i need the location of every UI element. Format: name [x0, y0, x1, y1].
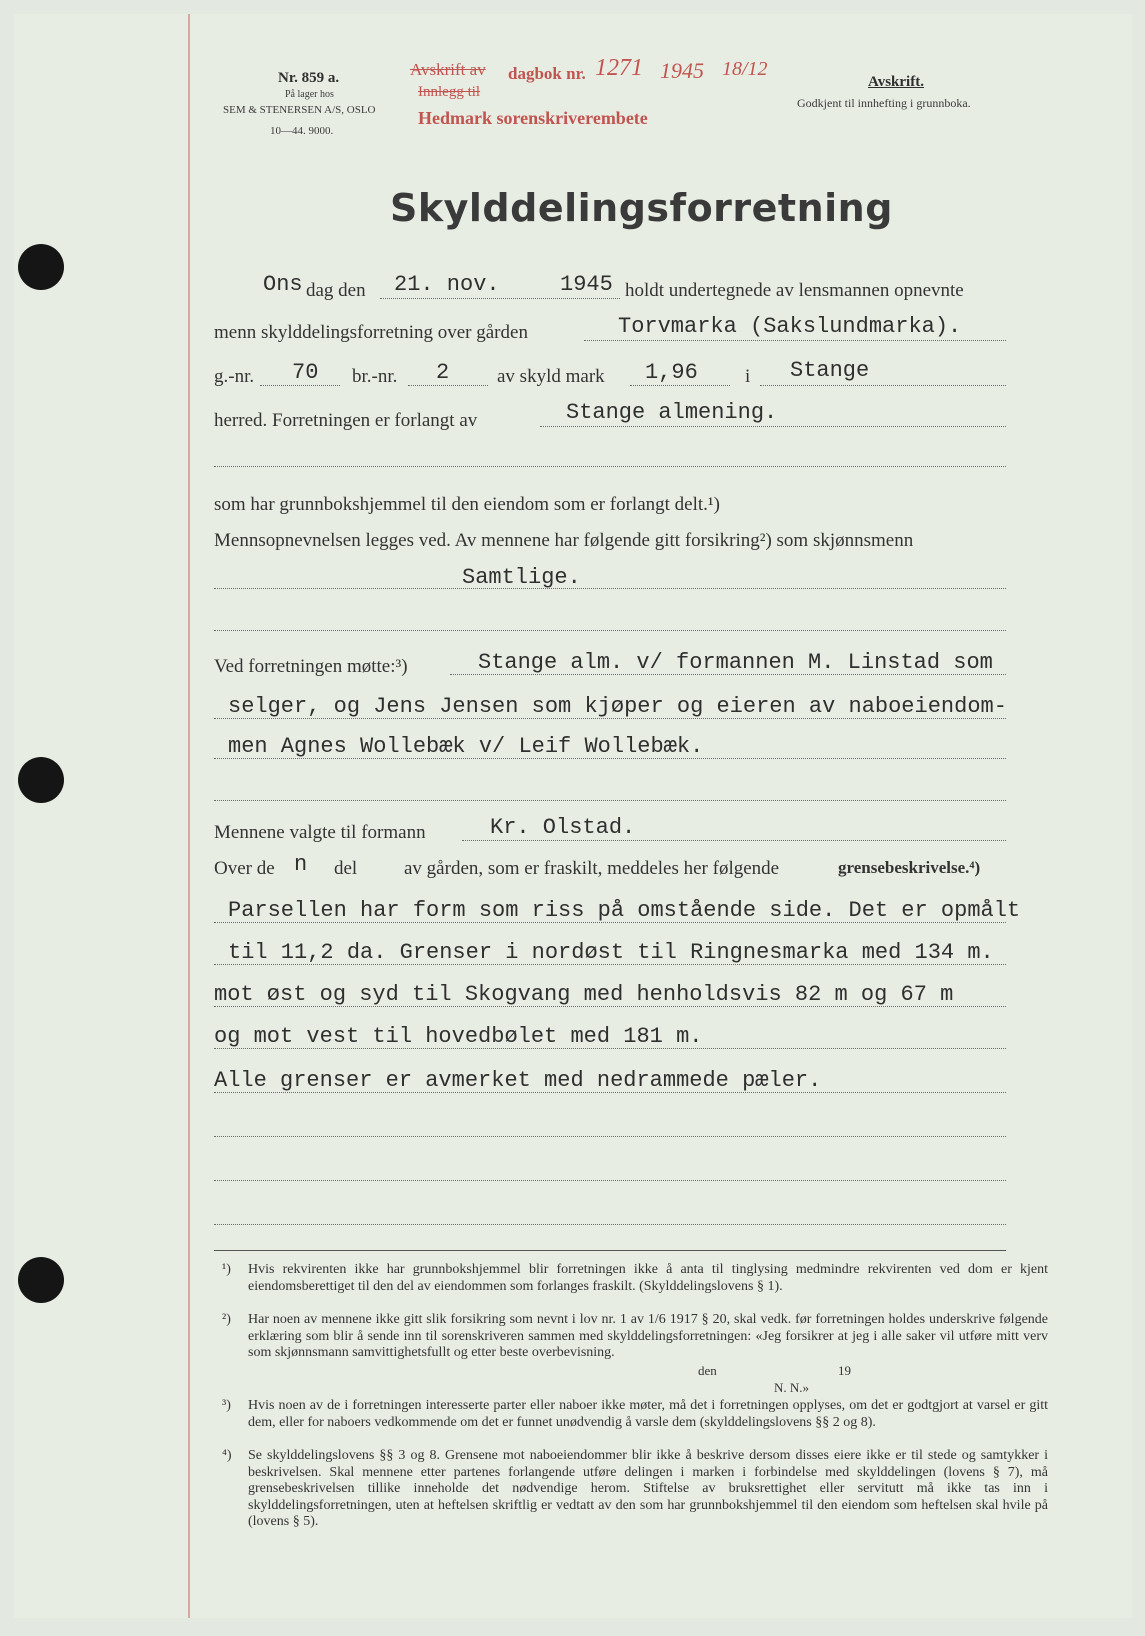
chairman: Kr. Olstad. — [490, 815, 636, 840]
boundary-line: mot øst og syd til Skogvang med henholdsvis 82 m og 67 m — [214, 982, 954, 1007]
footnote-rule — [214, 1250, 1006, 1251]
dotted-line — [214, 1006, 1006, 1007]
label-holdt: holdt undertegnede av lensmannen opnevnte — [625, 280, 964, 301]
dotted-line — [214, 1092, 1006, 1093]
requested-by: Stange almening. — [566, 400, 778, 425]
form-number: Nr. 859 a. — [278, 70, 340, 86]
dotted-line — [540, 426, 1006, 427]
label-mennsopnevnelsen: Mennsopnevnelsen legges ved. Av mennene har følgende gitt forsikring²) som skjønnsmenn — [214, 530, 914, 551]
label-i: i — [745, 366, 751, 387]
copy-note: Godkjent til innhefting i grunnboka. — [797, 96, 971, 110]
dotted-line — [408, 385, 488, 386]
dotted-line — [760, 385, 1006, 386]
sworn-men: Samtlige. — [462, 565, 581, 590]
year: 1945 — [560, 272, 613, 297]
stamp-year: 1945 — [660, 58, 704, 83]
municipality: Stange — [790, 358, 870, 383]
copy-label: Avskrift. — [868, 74, 924, 90]
date: 21. nov. — [394, 272, 500, 297]
dotted-line — [462, 840, 1006, 841]
stamp-avskrift: Avskrift av — [410, 60, 486, 79]
dotted-line — [214, 964, 1006, 965]
dotted-line — [584, 340, 1006, 341]
footnote-den: den — [698, 1363, 717, 1378]
stamp-innlegg: Innlegg til — [418, 84, 481, 100]
margin-rule — [188, 14, 190, 1618]
publisher-name: SEM & STENERSEN A/S, OSLO — [223, 104, 376, 116]
dotted-line — [214, 630, 1006, 631]
dotted-line — [214, 922, 1006, 923]
label-over-de: Over de — [214, 858, 275, 879]
attendee-line: Stange alm. v/ formannen M. Linstad som — [478, 650, 993, 675]
label-av-garden: av gården, som er fraskilt, meddeles her følgende — [404, 858, 780, 879]
dotted-line — [214, 800, 1006, 801]
brnr-value: 2 — [436, 360, 450, 385]
label-gnr: g.-nr. — [214, 366, 255, 387]
gnr-value: 70 — [292, 360, 319, 385]
farm-name: Torvmarka (Sakslundmarka). — [618, 314, 962, 339]
label-del: del — [334, 858, 358, 879]
footnote-year: 19 — [838, 1363, 851, 1378]
label-dag-den: dag den — [306, 280, 366, 301]
footnote-text: Hvis rekvirenten ikke har grunnbokshjemmel blir forretningen ikke å anta til tinglysing medmindre rekvirenten ved dom er kjent eiendomsberettiget til den del av eiendommen som forlanges fraskilt. (Skylddelingslovens § 1). — [248, 1262, 1048, 1294]
boundary-line: Parsellen har form som riss på omstående side. Det er opmålt — [228, 898, 1021, 923]
dotted-line — [260, 385, 340, 386]
footnote-mark: ³) — [222, 1398, 231, 1413]
dotted-line — [214, 758, 1006, 759]
dotted-line — [214, 466, 1006, 467]
dotted-line — [214, 588, 1006, 589]
footnote-signature: N. N.» — [774, 1380, 810, 1395]
footnote-text: Har noen av mennene ikke gitt slik forsikring som nevnt i lov nr. 1 av 1/6 1917 § 20, skal vedk. før forretningen holdes underskrive følgende erklæring som blir å sende inn til sorenskriveren sammen med skylddelingsforretningen: «Jeg forsikrer at jeg i alle saker vil utføre mitt verv som skjønnsmann samvittighetsfullt og etter beste overbevisning. — [248, 1312, 1048, 1360]
label-formann: Mennene valgte til formann — [214, 822, 426, 843]
dotted-line — [214, 1224, 1006, 1225]
boundary-line: Alle grenser er avmerket med nedrammede pæler. — [214, 1068, 822, 1093]
binder-hole — [18, 244, 64, 290]
stamp-date: 18/12 — [722, 58, 768, 80]
label-brnr: br.-nr. — [352, 366, 398, 387]
label-hjemmel: som har grunnbokshjemmel til den eiendom som er forlangt delt.¹) — [214, 494, 720, 515]
footnote-mark: ¹) — [222, 1262, 231, 1277]
footnote-mark: ⁴) — [222, 1448, 232, 1463]
binder-hole — [18, 757, 64, 803]
label-menn: menn skylddelingsforretning over gården — [214, 322, 528, 343]
boundary-line: og mot vest til hovedbølet med 181 m. — [214, 1024, 703, 1049]
dotted-line — [450, 674, 1006, 675]
dotted-line — [214, 718, 1006, 719]
stamp-journal-number: 1271 — [595, 55, 643, 81]
footnote-text: Se skylddelingslovens §§ 3 og 8. Grensene mot naboeiendommer blir ikke å beskrive dersom disses eiere ikke er til stede og samtykker i beskrivelsen. Skal mennene etter partenes forlangende utføre delingen i marken i forbindelse med skylddelingen (lovens § 7), må grensebeskrivelsen tillike inneholde det nødvendige herom. Stiftelse av bruksrettighet eller servitutt må ikke tas inn i skylddelingsforretningen, uten at heftelsen skriftlig er vedtatt av den som har grunnbokshjemmel til den eiendom som heftelsen skal hvile på (lovens § 5). — [248, 1448, 1048, 1529]
boundary-line: til 11,2 da. Grenser i nordøst til Ringnesmarka med 134 m. — [228, 940, 994, 965]
print-code: 10—44. 9000. — [270, 125, 334, 137]
fraction-value: n — [294, 852, 308, 877]
binder-hole — [18, 1257, 64, 1303]
dotted-line — [214, 1048, 1006, 1049]
dotted-line — [630, 385, 730, 386]
weekday: Ons — [263, 272, 303, 297]
stamp-dagbok: dagbok nr. — [508, 64, 586, 83]
attendee-line: selger, og Jens Jensen som kjøper og eieren av naboeiendom- — [228, 694, 1007, 719]
publisher-line: På lager hos — [285, 89, 334, 100]
label-herred: herred. Forretningen er forlangt av — [214, 410, 478, 431]
dotted-line — [214, 1136, 1006, 1137]
skyld-value: 1,96 — [645, 360, 698, 385]
footnote-mark: ²) — [222, 1312, 231, 1327]
stamp-office: Hedmark sorenskriverembete — [418, 108, 648, 128]
document-title: Skylddelingsforretning — [390, 186, 893, 230]
label-motte: Ved forretningen møtte:³) — [214, 656, 408, 677]
footnote-text: Hvis noen av de i forretningen interesserte parter eller naboer ikke møter, må det i forretningen opplyses, om det er godtgjort at varsel er gitt dem, eller for naboers vedkommende om det er funnet unødvendig å varsle dem (skylddelingslovens §§ 2 og 8). — [248, 1398, 1048, 1430]
dotted-line — [214, 1180, 1006, 1181]
attendee-line: men Agnes Wollebæk v/ Leif Wollebæk. — [228, 734, 704, 759]
dotted-line — [380, 298, 620, 299]
label-skyld: av skyld mark — [497, 366, 605, 387]
label-grensebeskrivelse: grensebeskrivelse.⁴) — [838, 858, 981, 877]
